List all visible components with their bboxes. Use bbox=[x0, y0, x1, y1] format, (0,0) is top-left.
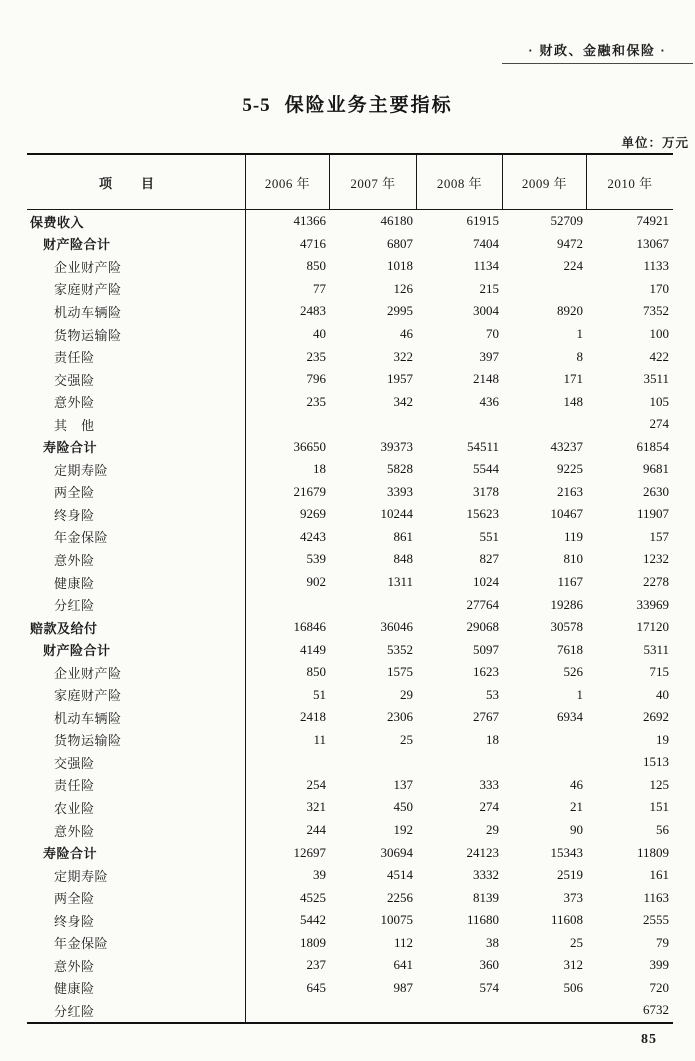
cell-value: 715 bbox=[649, 664, 669, 680]
cell-value: 10244 bbox=[380, 506, 413, 522]
year-column-header: 2007 年 bbox=[330, 155, 417, 209]
cell-value: 4514 bbox=[387, 867, 413, 883]
cell-value: 5442 bbox=[300, 912, 326, 928]
cell-value: 79 bbox=[656, 934, 669, 950]
row-label: 两全险 bbox=[27, 481, 246, 504]
cell-value: 43237 bbox=[550, 438, 583, 454]
cell-value: 3332 bbox=[473, 867, 499, 883]
cell-value: 333 bbox=[479, 776, 499, 792]
table-row bbox=[27, 435, 673, 458]
table-row bbox=[27, 841, 673, 864]
cell-value: 38 bbox=[486, 934, 499, 950]
row-label: 企业财产险 bbox=[27, 661, 246, 684]
table-row bbox=[27, 977, 673, 1000]
row-label: 健康险 bbox=[27, 977, 246, 1000]
cell-value: 274 bbox=[479, 799, 499, 815]
cell-value: 11680 bbox=[466, 912, 499, 928]
cell-value: 254 bbox=[306, 776, 326, 792]
cell-value: 8 bbox=[576, 348, 583, 364]
cell-value: 151 bbox=[649, 799, 669, 815]
table-row bbox=[27, 593, 673, 616]
cell-value: 11608 bbox=[550, 912, 583, 928]
cell-value: 436 bbox=[479, 393, 499, 409]
cell-value: 56 bbox=[656, 822, 669, 838]
row-label: 寿险合计 bbox=[27, 841, 246, 864]
cell-value: 827 bbox=[479, 551, 499, 567]
cell-value: 33969 bbox=[636, 596, 669, 612]
cell-value: 112 bbox=[393, 934, 413, 950]
row-label: 货物运输险 bbox=[27, 323, 246, 346]
cell-value: 9472 bbox=[557, 235, 583, 251]
year-column-header: 2008 年 bbox=[417, 155, 503, 209]
cell-value: 3178 bbox=[473, 483, 499, 499]
cell-value: 21679 bbox=[293, 483, 326, 499]
cell-value: 322 bbox=[393, 348, 413, 364]
cell-value: 137 bbox=[393, 776, 413, 792]
cell-value: 90 bbox=[570, 822, 583, 838]
table-row bbox=[27, 526, 673, 549]
cell-value: 1167 bbox=[557, 574, 583, 590]
cell-value: 8920 bbox=[557, 303, 583, 319]
cell-value: 161 bbox=[649, 867, 669, 883]
row-label: 家庭财产险 bbox=[27, 278, 246, 301]
cell-value: 1163 bbox=[643, 889, 669, 905]
cell-value bbox=[246, 593, 330, 616]
cell-value: 119 bbox=[563, 528, 583, 544]
table-row bbox=[27, 503, 673, 526]
cell-value: 61854 bbox=[636, 438, 669, 454]
table-row bbox=[27, 548, 673, 571]
cell-value: 7618 bbox=[557, 641, 583, 657]
cell-value: 321 bbox=[306, 799, 326, 815]
page-title bbox=[0, 90, 695, 117]
cell-value: 10467 bbox=[550, 506, 583, 522]
cell-value: 29068 bbox=[466, 619, 499, 635]
cell-value: 796 bbox=[306, 371, 326, 387]
cell-value bbox=[417, 751, 503, 774]
row-label: 意外险 bbox=[27, 819, 246, 842]
row-label: 责任险 bbox=[27, 774, 246, 797]
cell-value: 539 bbox=[306, 551, 326, 567]
table-row bbox=[27, 683, 673, 706]
row-label: 机动车辆险 bbox=[27, 706, 246, 729]
cell-value: 9681 bbox=[643, 461, 669, 477]
table-row bbox=[27, 751, 673, 774]
cell-value: 27764 bbox=[466, 596, 499, 612]
cell-value: 399 bbox=[649, 957, 669, 973]
cell-value: 5828 bbox=[387, 461, 413, 477]
cell-value bbox=[330, 593, 417, 616]
cell-value: 41366 bbox=[293, 213, 326, 229]
cell-value: 2767 bbox=[473, 709, 499, 725]
table-row bbox=[27, 616, 673, 639]
row-label: 定期寿险 bbox=[27, 864, 246, 887]
row-label: 交强险 bbox=[27, 368, 246, 391]
cell-value: 5097 bbox=[473, 641, 499, 657]
table-row bbox=[27, 819, 673, 842]
cell-value: 1623 bbox=[473, 664, 499, 680]
cell-value: 36650 bbox=[293, 438, 326, 454]
cell-value: 36046 bbox=[380, 619, 413, 635]
cell-value: 850 bbox=[306, 664, 326, 680]
cell-value: 18 bbox=[313, 461, 326, 477]
cell-value: 850 bbox=[306, 258, 326, 274]
cell-value: 360 bbox=[479, 957, 499, 973]
cell-value: 6934 bbox=[557, 709, 583, 725]
unit-note: 单位：万元 bbox=[621, 136, 689, 150]
cell-value: 2256 bbox=[387, 889, 413, 905]
cell-value: 450 bbox=[393, 799, 413, 815]
cell-value: 17120 bbox=[636, 619, 669, 635]
cell-value: 2483 bbox=[300, 303, 326, 319]
cell-value: 237 bbox=[306, 957, 326, 973]
row-label: 意外险 bbox=[27, 954, 246, 977]
row-label: 其 他 bbox=[27, 413, 246, 436]
table-row bbox=[27, 999, 673, 1022]
cell-value: 4243 bbox=[300, 528, 326, 544]
cell-value: 244 bbox=[306, 822, 326, 838]
cell-value: 641 bbox=[393, 957, 413, 973]
table-row bbox=[27, 729, 673, 752]
row-label: 意外险 bbox=[27, 390, 246, 413]
cell-value: 1 bbox=[576, 686, 583, 702]
cell-value: 4149 bbox=[300, 641, 326, 657]
cell-value: 170 bbox=[649, 280, 669, 296]
cell-value: 3004 bbox=[473, 303, 499, 319]
cell-value: 987 bbox=[393, 979, 413, 995]
row-label: 机动车辆险 bbox=[27, 300, 246, 323]
cell-value: 2995 bbox=[387, 303, 413, 319]
table-row bbox=[27, 661, 673, 684]
cell-value: 61915 bbox=[466, 213, 499, 229]
cell-value bbox=[417, 413, 503, 436]
table-row bbox=[27, 300, 673, 323]
stub-header-char-left: 项 bbox=[98, 175, 113, 191]
running-head bbox=[502, 40, 693, 64]
table-row bbox=[27, 481, 673, 504]
cell-value: 46180 bbox=[380, 213, 413, 229]
cell-value: 46 bbox=[570, 776, 583, 792]
cell-value: 1134 bbox=[473, 258, 499, 274]
cell-value: 506 bbox=[563, 979, 583, 995]
cell-value: 5311 bbox=[643, 641, 669, 657]
cell-value: 224 bbox=[563, 258, 583, 274]
table-header-row bbox=[27, 155, 673, 210]
cell-value: 2418 bbox=[300, 709, 326, 725]
cell-value: 2148 bbox=[473, 371, 499, 387]
cell-value: 551 bbox=[479, 528, 499, 544]
cell-value: 40 bbox=[313, 326, 326, 341]
row-label: 财产险合计 bbox=[27, 638, 246, 661]
table-row bbox=[27, 390, 673, 413]
cell-value: 312 bbox=[563, 957, 583, 973]
row-label: 责任险 bbox=[27, 345, 246, 368]
cell-value: 2630 bbox=[643, 483, 669, 499]
cell-value: 1018 bbox=[387, 258, 413, 274]
row-label: 货物运输险 bbox=[27, 729, 246, 752]
cell-value: 126 bbox=[393, 280, 413, 296]
cell-value: 274 bbox=[649, 416, 669, 432]
cell-value: 74921 bbox=[636, 213, 669, 229]
cell-value: 7352 bbox=[643, 303, 669, 319]
cell-value: 861 bbox=[393, 528, 413, 544]
cell-value: 848 bbox=[393, 551, 413, 567]
cell-value bbox=[246, 751, 330, 774]
cell-value: 6807 bbox=[387, 235, 413, 251]
cell-value: 21 bbox=[570, 799, 583, 815]
row-label: 财产险合计 bbox=[27, 233, 246, 256]
row-label: 年金保险 bbox=[27, 526, 246, 549]
cell-value: 192 bbox=[393, 822, 413, 838]
row-label: 保费收入 bbox=[27, 210, 246, 233]
row-label: 两全险 bbox=[27, 886, 246, 909]
table-row bbox=[27, 571, 673, 594]
cell-value: 1232 bbox=[643, 551, 669, 567]
row-label: 企业财产险 bbox=[27, 255, 246, 278]
cell-value: 100 bbox=[649, 326, 669, 341]
cell-value: 52709 bbox=[550, 213, 583, 229]
table-row bbox=[27, 210, 673, 233]
cell-value: 3393 bbox=[387, 483, 413, 499]
table-row bbox=[27, 774, 673, 797]
cell-value: 148 bbox=[563, 393, 583, 409]
indicators-table bbox=[27, 153, 673, 1024]
table-row bbox=[27, 706, 673, 729]
cell-value: 2555 bbox=[643, 912, 669, 928]
row-label: 赔款及给付 bbox=[27, 616, 246, 639]
cell-value: 171 bbox=[563, 371, 583, 387]
cell-value: 645 bbox=[306, 979, 326, 995]
cell-value: 720 bbox=[649, 979, 669, 995]
cell-value: 3511 bbox=[643, 371, 669, 387]
cell-value: 4716 bbox=[300, 235, 326, 251]
year-column-header: 2009 年 bbox=[503, 155, 587, 209]
cell-value: 902 bbox=[306, 574, 326, 590]
table-title-text: 保险业务主要指标 bbox=[284, 95, 453, 116]
cell-value bbox=[503, 999, 587, 1022]
cell-value: 397 bbox=[479, 348, 499, 364]
page-number: 85 bbox=[641, 1032, 657, 1047]
cell-value: 51 bbox=[313, 686, 326, 702]
table-row bbox=[27, 413, 673, 436]
cell-value: 1311 bbox=[387, 574, 413, 590]
table-row bbox=[27, 932, 673, 955]
cell-value: 105 bbox=[649, 393, 669, 409]
cell-value: 7404 bbox=[473, 235, 499, 251]
cell-value: 2692 bbox=[643, 709, 669, 725]
cell-value: 125 bbox=[649, 776, 669, 792]
row-label: 意外险 bbox=[27, 548, 246, 571]
cell-value: 1513 bbox=[643, 754, 669, 770]
cell-value: 19 bbox=[656, 731, 669, 747]
cell-value bbox=[503, 751, 587, 774]
cell-value: 1024 bbox=[473, 574, 499, 590]
cell-value bbox=[417, 999, 503, 1022]
cell-value: 19286 bbox=[550, 596, 583, 612]
cell-value: 70 bbox=[486, 326, 499, 341]
table-row bbox=[27, 954, 673, 977]
cell-value: 29 bbox=[400, 686, 413, 702]
year-column-header: 2006 年 bbox=[246, 155, 330, 209]
row-label: 家庭财产险 bbox=[27, 683, 246, 706]
cell-value: 18 bbox=[486, 731, 499, 747]
cell-value: 157 bbox=[649, 528, 669, 544]
cell-value: 9225 bbox=[557, 461, 583, 477]
row-label: 分红险 bbox=[27, 999, 246, 1022]
cell-value: 2519 bbox=[557, 867, 583, 883]
cell-value: 2278 bbox=[643, 574, 669, 590]
cell-value: 11 bbox=[313, 731, 326, 747]
table-row bbox=[27, 345, 673, 368]
row-label: 终身险 bbox=[27, 909, 246, 932]
cell-value: 215 bbox=[479, 280, 499, 296]
cell-value: 10075 bbox=[380, 912, 413, 928]
cell-value: 25 bbox=[400, 731, 413, 747]
row-label: 分红险 bbox=[27, 593, 246, 616]
cell-value: 29 bbox=[486, 822, 499, 838]
table-row bbox=[27, 278, 673, 301]
cell-value bbox=[503, 278, 587, 301]
stub-header-char-right: 目 bbox=[141, 175, 156, 191]
cell-value: 2306 bbox=[387, 709, 413, 725]
cell-value: 46 bbox=[400, 326, 413, 341]
cell-value bbox=[330, 999, 417, 1022]
cell-value: 4525 bbox=[300, 889, 326, 905]
cell-value: 810 bbox=[563, 551, 583, 567]
table-body bbox=[27, 210, 673, 1022]
table-number: 5-5 bbox=[242, 95, 271, 116]
table-row bbox=[27, 638, 673, 661]
stub-header bbox=[27, 155, 246, 209]
table-row bbox=[27, 233, 673, 256]
cell-value bbox=[330, 751, 417, 774]
cell-value: 15343 bbox=[550, 844, 583, 860]
table-row bbox=[27, 864, 673, 887]
cell-value: 373 bbox=[563, 889, 583, 905]
cell-value: 5352 bbox=[387, 641, 413, 657]
cell-value: 30694 bbox=[380, 844, 413, 860]
year-column-header: 2010 年 bbox=[607, 175, 653, 191]
table-row bbox=[27, 255, 673, 278]
cell-value: 1575 bbox=[387, 664, 413, 680]
cell-value: 13067 bbox=[636, 235, 669, 251]
cell-value: 526 bbox=[563, 664, 583, 680]
cell-value: 24123 bbox=[466, 844, 499, 860]
table-row bbox=[27, 323, 673, 346]
cell-value: 30578 bbox=[550, 619, 583, 635]
cell-value: 53 bbox=[486, 686, 499, 702]
cell-value: 15623 bbox=[466, 506, 499, 522]
table-row bbox=[27, 796, 673, 819]
row-label: 交强险 bbox=[27, 751, 246, 774]
cell-value: 5544 bbox=[473, 461, 499, 477]
cell-value: 40 bbox=[656, 686, 669, 702]
cell-value: 342 bbox=[393, 393, 413, 409]
running-head-text: · 财政、金融和保险 · bbox=[528, 43, 667, 58]
table-row bbox=[27, 886, 673, 909]
table-row bbox=[27, 909, 673, 932]
cell-value bbox=[503, 413, 587, 436]
row-label: 终身险 bbox=[27, 503, 246, 526]
row-label: 年金保险 bbox=[27, 932, 246, 955]
cell-value: 12697 bbox=[293, 844, 326, 860]
cell-value: 39373 bbox=[380, 438, 413, 454]
cell-value: 1133 bbox=[643, 258, 669, 274]
cell-value: 39 bbox=[313, 867, 326, 883]
cell-value: 25 bbox=[570, 934, 583, 950]
cell-value bbox=[503, 729, 587, 752]
cell-value: 6732 bbox=[643, 1002, 669, 1018]
cell-value bbox=[246, 999, 330, 1022]
table-row bbox=[27, 458, 673, 481]
cell-value: 11809 bbox=[636, 844, 669, 860]
cell-value bbox=[246, 413, 330, 436]
cell-value: 11907 bbox=[636, 506, 669, 522]
row-label: 农业险 bbox=[27, 796, 246, 819]
cell-value: 422 bbox=[649, 348, 669, 364]
cell-value: 8139 bbox=[473, 889, 499, 905]
cell-value: 1 bbox=[576, 326, 583, 341]
cell-value: 77 bbox=[313, 280, 326, 296]
cell-value bbox=[330, 413, 417, 436]
cell-value: 2163 bbox=[557, 483, 583, 499]
cell-value: 235 bbox=[306, 348, 326, 364]
cell-value: 1957 bbox=[387, 371, 413, 387]
cell-value: 54511 bbox=[466, 438, 499, 454]
row-label: 健康险 bbox=[27, 571, 246, 594]
cell-value: 574 bbox=[479, 979, 499, 995]
cell-value: 1809 bbox=[300, 934, 326, 950]
row-label: 定期寿险 bbox=[27, 458, 246, 481]
row-label: 寿险合计 bbox=[27, 435, 246, 458]
cell-value: 235 bbox=[306, 393, 326, 409]
table-row bbox=[27, 368, 673, 391]
cell-value: 16846 bbox=[293, 619, 326, 635]
cell-value: 9269 bbox=[300, 506, 326, 522]
